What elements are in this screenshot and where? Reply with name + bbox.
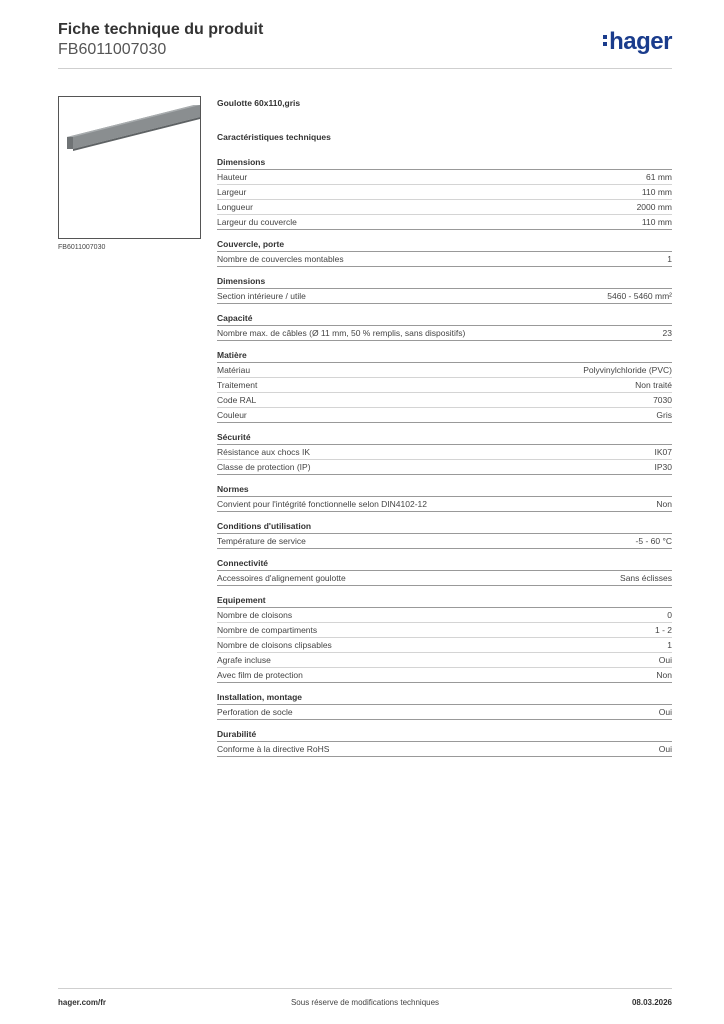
spec-row (217, 668, 672, 683)
spec-value: 1 (667, 254, 672, 264)
spec-row (217, 252, 672, 267)
spec-label: Matériau (217, 365, 251, 375)
spec-value: Oui (658, 744, 672, 754)
spec-row (217, 393, 672, 408)
section-title: Sécurité (217, 431, 672, 445)
spec-row (217, 326, 672, 341)
spec-section (217, 594, 672, 683)
section-title: Normes (217, 483, 672, 497)
section-title: Equipement (217, 594, 672, 608)
spec-section (217, 275, 672, 304)
section-title: Installation, montage (217, 691, 672, 705)
spec-value: 2000 mm (636, 202, 672, 212)
logo-dots-icon (603, 32, 607, 49)
spec-value: IK07 (654, 447, 672, 457)
spec-value: Non (656, 670, 672, 680)
spec-section (217, 728, 672, 757)
spec-row (217, 497, 672, 512)
spec-label: Avec film de protection (217, 670, 303, 680)
product-reference: FB6011007030 (58, 41, 167, 58)
cable-duct-icon (59, 97, 200, 238)
spec-section (217, 312, 672, 341)
spec-row (217, 215, 672, 230)
spec-value: Polyvinylchloride (PVC) (583, 365, 672, 375)
spec-content (217, 96, 672, 765)
spec-label: Nombre de cloisons (217, 610, 293, 620)
spec-row (217, 705, 672, 720)
product-name: Goulotte 60x110,gris (217, 98, 301, 108)
spec-label: Longueur (217, 202, 253, 212)
image-caption: FB6011007030 (58, 244, 106, 251)
spec-section (217, 520, 672, 549)
spec-value: Oui (658, 707, 672, 717)
spec-value: Sans éclisses (620, 573, 672, 583)
spec-row (217, 742, 672, 757)
spec-value: Gris (656, 410, 672, 420)
spec-value: 23 (662, 328, 672, 338)
spec-row (217, 623, 672, 638)
section-title: Couvercle, porte (217, 238, 672, 252)
spec-row (217, 653, 672, 668)
spec-row (217, 363, 672, 378)
spec-row (217, 200, 672, 215)
spec-value: IP30 (654, 462, 672, 472)
spec-label: Nombre de couvercles montables (217, 254, 344, 264)
spec-label: Accessoires d'alignement goulotte (217, 573, 346, 583)
spec-label: Conforme à la directive RoHS (217, 744, 330, 754)
footer-date: 08.03.2026 (631, 998, 672, 1007)
footer-note: Sous réserve de modifications techniques (290, 998, 440, 1007)
spec-row (217, 408, 672, 423)
spec-value: Non traité (635, 380, 672, 390)
footer-website[interactable]: hager.com/fr (58, 998, 107, 1007)
section-title: Dimensions (217, 275, 672, 289)
spec-section (217, 691, 672, 720)
footer-divider (58, 988, 672, 989)
spec-heading: Caractéristiques techniques (217, 132, 331, 142)
spec-label: Nombre max. de câbles (Ø 11 mm, 50 % remplis, sans dispositifs) (217, 328, 466, 338)
page-header (58, 20, 672, 68)
section-title: Durabilité (217, 728, 672, 742)
section-title: Matière (217, 349, 672, 363)
spec-label: Nombre de cloisons clipsables (217, 640, 332, 650)
spec-label: Largeur du couvercle (217, 217, 297, 227)
section-title: Capacité (217, 312, 672, 326)
spec-row (217, 534, 672, 549)
spec-section (217, 431, 672, 475)
spec-label: Largeur (217, 187, 247, 197)
spec-value: 0 (667, 610, 672, 620)
spec-value: 5460 - 5460 mm² (607, 291, 672, 301)
page-title: Fiche technique du produit (58, 21, 264, 38)
spec-label: Perforation de socle (217, 707, 293, 717)
section-title: Conditions d'utilisation (217, 520, 672, 534)
spec-value: 7030 (653, 395, 672, 405)
header-divider (58, 68, 672, 69)
spec-section (217, 557, 672, 586)
spec-label: Traitement (217, 380, 258, 390)
spec-row (217, 378, 672, 393)
spec-label: Nombre de compartiments (217, 625, 318, 635)
spec-section (217, 238, 672, 267)
spec-label: Classe de protection (IP) (217, 462, 311, 472)
spec-label: Température de service (217, 536, 306, 546)
spec-label: Agrafe incluse (217, 655, 271, 665)
spec-row (217, 445, 672, 460)
spec-value: -5 - 60 °C (635, 536, 672, 546)
spec-label: Section intérieure / utile (217, 291, 306, 301)
spec-section (217, 156, 672, 230)
spec-value: 110 mm (641, 217, 672, 227)
spec-row (217, 608, 672, 623)
spec-row (217, 170, 672, 185)
spec-value: 1 - 2 (654, 625, 672, 635)
spec-sections (217, 156, 672, 757)
logo-text: hager (609, 28, 672, 55)
spec-value: Non (656, 499, 672, 509)
spec-row (217, 638, 672, 653)
section-title: Dimensions (217, 156, 672, 170)
spec-value: 1 (667, 640, 672, 650)
spec-row (217, 460, 672, 475)
hager-logo (603, 28, 672, 56)
spec-row (217, 185, 672, 200)
spec-label: Code RAL (217, 395, 257, 405)
spec-label: Couleur (217, 410, 247, 420)
spec-label: Résistance aux chocs IK (217, 447, 311, 457)
spec-row (217, 571, 672, 586)
spec-section (217, 349, 672, 423)
spec-label: Hauteur (217, 172, 248, 182)
spec-row (217, 289, 672, 304)
spec-section (217, 483, 672, 512)
spec-value: 61 mm (646, 172, 672, 182)
spec-label: Convient pour l'intégrité fonctionnelle selon DIN4102-12 (217, 499, 428, 509)
product-image (58, 96, 201, 239)
section-title: Connectivité (217, 557, 672, 571)
spec-value: 110 mm (641, 187, 672, 197)
spec-value: Oui (658, 655, 672, 665)
